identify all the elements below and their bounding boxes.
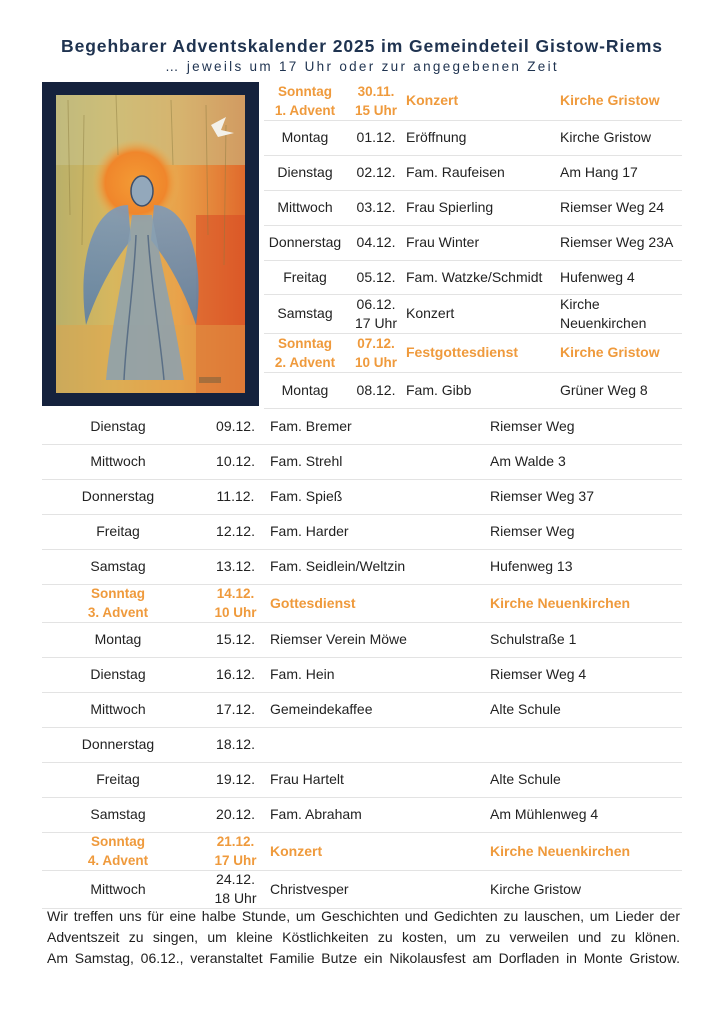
row-place-text: Riemser Weg [490,523,575,539]
row-place [490,514,690,549]
row-weekday-text: Donnerstag [268,234,342,250]
row-place-text: Kirche Gristow [560,92,660,108]
row-place-text: Kirche Neuenkirchen [490,842,631,859]
row-place [560,81,690,120]
row-host-text: Fam. Gibb [406,381,472,398]
row-weekday-text: Sonntag [90,586,145,601]
row-date-text: 15 Uhr [354,102,398,118]
row-weekday-text: Dienstag [90,666,146,682]
row-place [490,692,690,727]
row-weekday [42,479,194,514]
row-weekday [42,727,194,762]
row-date [194,479,277,514]
row-date [194,727,277,762]
footer-text [47,906,680,969]
row-weekday-text: Dienstag [277,164,333,180]
calendar-row [264,372,682,409]
row-weekday-text: Freitag [283,268,327,285]
row-host [270,692,490,727]
row-host-text: Fam. Spieß [270,488,343,504]
row-date [346,294,406,333]
row-weekday [264,81,346,120]
row-place-text: Am Hang 17 [560,164,638,180]
row-host [270,657,490,692]
row-host [406,294,560,333]
calendar-row [42,797,682,833]
calendar-row [42,832,682,871]
row-place-text: Grüner Weg 8 [560,381,648,398]
row-host-text: Fam. Harder [270,523,349,539]
row-host [270,727,490,762]
calendar-row [264,81,682,121]
calendar-row [42,657,682,693]
row-host-text: Fam. Hein [270,666,335,682]
row-weekday [264,372,346,408]
row-weekday [42,622,194,657]
row-date [346,260,406,294]
row-weekday-text: Donnerstag [81,488,155,504]
row-host-text: Festgottesdienst [406,344,519,360]
row-date-text: 06.12. [356,295,396,312]
row-date [346,372,406,408]
row-place-text: Riemser Weg [490,417,575,434]
row-date-text: 17 Uhr [354,314,398,331]
row-weekday-text: Montag [94,631,142,647]
row-date [346,120,406,155]
row-date [194,408,277,444]
row-date [194,657,277,692]
row-date [194,692,277,727]
row-weekday [264,120,346,155]
row-host-text: Frau Hartelt [270,771,344,787]
row-place [490,832,690,870]
row-host [406,260,560,294]
row-date-text: 04.12. [356,234,396,250]
row-host [270,514,490,549]
row-weekday-text: Mittwoch [90,453,146,469]
row-date [346,333,406,372]
row-place-text: Alte Schule [490,771,561,787]
row-place [560,333,690,372]
row-date-text: 14.12. [216,586,255,601]
row-weekday-text: Montag [281,129,329,145]
row-weekday [42,692,194,727]
row-date-text: 13.12. [216,558,255,574]
row-host [406,372,560,408]
row-host-text: Fam. Strehl [270,453,343,469]
row-date-text: 10.12. [216,453,255,469]
row-weekday-text: Sonntag [277,83,332,99]
page-subtitle: … jeweils um 17 Uhr oder zur angegebenen Zeit [165,59,559,74]
row-host-text: Fam. Watzke/Schmidt [406,268,543,285]
calendar-row [42,727,682,763]
row-host [270,870,490,908]
row-date-text: 19.12. [216,771,255,787]
row-date-text: 08.12. [356,381,396,398]
row-place [560,120,690,155]
row-host [270,549,490,584]
row-place-text: Riemser Weg 4 [490,666,587,682]
row-date-text: 11.12. [216,488,255,504]
row-host [406,333,560,372]
row-place [490,870,690,908]
row-host [406,155,560,190]
row-weekday-text: 1. Advent [274,102,336,118]
row-weekday-text: Mittwoch [90,701,146,717]
row-host [270,584,490,622]
row-host-text: Christvesper [270,880,349,897]
row-weekday-text: Mittwoch [277,199,333,215]
row-host-text: Fam. Raufeisen [406,164,505,180]
row-weekday-text: Montag [281,381,329,398]
row-place [560,260,690,294]
footer-line: Wir treffen uns für eine halbe Stunde, um Geschichten und Gedichten zu lauschen, um Lieder der [47,908,680,924]
row-date-text: 30.11. [357,83,395,99]
row-host [406,190,560,225]
row-date [346,155,406,190]
row-place [490,657,690,692]
row-place [560,190,690,225]
row-host [406,120,560,155]
calendar-row [42,514,682,550]
row-host [270,762,490,797]
row-host-text: Konzert [406,92,459,108]
calendar-row [42,762,682,798]
calendar-row [264,294,682,334]
row-date-text: 18.12. [216,736,255,752]
row-weekday-text: Donnerstag [81,736,155,752]
row-host-text: Frau Spierling [406,199,494,215]
row-weekday-text: 2. Advent [274,354,336,370]
row-date-text: 17 Uhr [214,853,257,868]
row-weekday [264,190,346,225]
row-host-text: Konzert [270,842,323,859]
angel-painting [42,82,259,406]
row-weekday-text: Samstag [277,305,333,321]
row-host-text: Eröffnung [406,129,467,145]
row-date [194,584,277,622]
row-place [490,797,690,832]
row-place [560,155,690,190]
row-date-text: 16.12. [216,666,255,682]
row-date-text: 18 Uhr [214,890,257,906]
row-host [270,444,490,479]
row-weekday [42,444,194,479]
calendar-row [42,479,682,515]
row-place-text: Neuenkirchen [560,314,647,331]
row-weekday [42,870,194,908]
row-weekday [42,832,194,870]
row-date [346,225,406,260]
row-host [406,81,560,120]
row-date [194,514,277,549]
row-place [490,762,690,797]
row-host [406,225,560,260]
row-host [270,408,490,444]
row-place-text: Kirche [560,295,600,312]
angel-painting-icon [56,95,245,393]
calendar-row [264,260,682,295]
row-place [490,408,690,444]
row-weekday-text: Samstag [90,806,146,822]
row-date-text: 17.12. [216,701,255,717]
row-place-text: Kirche Gristow [560,344,660,360]
calendar-row [42,692,682,728]
row-place-text: Hufenweg 13 [490,558,573,574]
row-date [194,622,277,657]
row-weekday [264,155,346,190]
row-date-text: 09.12. [216,417,255,434]
row-host [270,479,490,514]
row-date [194,832,277,870]
page-title: Begehbarer Adventskalender 2025 im Gemeindeteil Gistow-Riems [61,36,663,56]
row-host-text: Gemeindekaffee [270,701,373,717]
row-place-text: Schulstraße 1 [490,631,577,647]
row-weekday [264,260,346,294]
row-weekday [42,797,194,832]
row-place [560,225,690,260]
row-place-text: Am Walde 3 [490,453,566,469]
row-date [346,81,406,120]
row-date [194,444,277,479]
row-place-text: Kirche Gristow [490,880,582,897]
row-weekday [264,294,346,333]
row-weekday [264,225,346,260]
row-date-text: 12.12. [216,523,255,539]
calendar-row [42,622,682,658]
row-weekday [42,514,194,549]
row-place [490,549,690,584]
row-date-text: 24.12. [216,871,255,887]
row-place-text: Hufenweg 4 [560,268,635,285]
row-host [270,832,490,870]
row-weekday [42,657,194,692]
row-date-text: 20.12. [216,806,255,822]
row-place [490,444,690,479]
row-weekday-text: Freitag [96,771,140,787]
row-host-text: Frau Winter [406,234,480,250]
calendar-row [264,155,682,191]
row-place-text: Riemser Weg 24 [560,199,665,215]
row-place [560,372,690,408]
row-host-text: Riemser Verein Möwe [270,631,407,647]
row-date-text: 10 Uhr [214,605,257,620]
row-date-text: 21.12. [216,834,255,849]
row-place-text: Alte Schule [490,701,561,717]
row-host [270,797,490,832]
footer-line: Am Samstag, 06.12., veranstaltet Familie Butze ein Nikolausfest am Dorfladen in Monte Gristow. [47,950,680,966]
calendar-row [264,120,682,156]
row-date-text: 01.12. [356,129,396,145]
row-place-text: Riemser Weg 23A [560,234,674,250]
row-place-text: Riemser Weg 37 [490,488,595,504]
row-host-text: Fam. Seidlein/Weltzin [270,558,406,574]
row-place-text: Am Mühlenweg 4 [490,806,599,822]
row-weekday-text: Freitag [96,523,140,539]
calendar-row [42,408,682,445]
row-host-text: Fam. Abraham [270,806,362,822]
row-date-text: 10 Uhr [354,354,398,370]
row-date-text: 15.12. [216,631,255,647]
row-date-text: 05.12. [356,268,396,285]
row-weekday-text: Mittwoch [90,880,146,897]
row-weekday-text: Sonntag [277,335,332,351]
row-date-text: 03.12. [356,199,396,215]
row-host-text: Gottesdienst [270,594,356,611]
calendar-row [264,333,682,373]
row-date [194,762,277,797]
row-host-text: Fam. Bremer [270,417,352,434]
row-date-text: 07.12. [357,335,395,351]
row-weekday [264,333,346,372]
calendar-row [42,584,682,623]
row-place [490,479,690,514]
row-date-text: 02.12. [356,164,396,180]
row-weekday-text: Samstag [90,558,146,574]
row-weekday [42,549,194,584]
row-weekday-text: 4. Advent [87,853,149,868]
calendar-row [42,549,682,585]
row-weekday-text: Sonntag [90,834,145,849]
row-host [270,622,490,657]
row-weekday-text: 3. Advent [87,605,149,620]
row-date [194,549,277,584]
calendar-row [264,225,682,261]
row-date [346,190,406,225]
row-host-text: Konzert [406,305,455,321]
row-place [490,584,690,622]
calendar-row [264,190,682,226]
row-weekday-text: Dienstag [90,417,146,434]
row-place [490,622,690,657]
row-weekday [42,762,194,797]
calendar-row [42,444,682,480]
footer-line: Adventszeit zu singen, um kleine Köstlichkeiten zu kosten, um zu verweilen und zu klönen. [47,929,680,945]
row-place-text: Kirche Gristow [560,129,652,145]
row-date [194,797,277,832]
row-date [194,870,277,908]
row-weekday [42,408,194,444]
row-weekday [42,584,194,622]
calendar-row [42,870,682,909]
row-place-text: Kirche Neuenkirchen [490,594,631,611]
row-place [490,727,690,762]
row-place [560,294,690,333]
